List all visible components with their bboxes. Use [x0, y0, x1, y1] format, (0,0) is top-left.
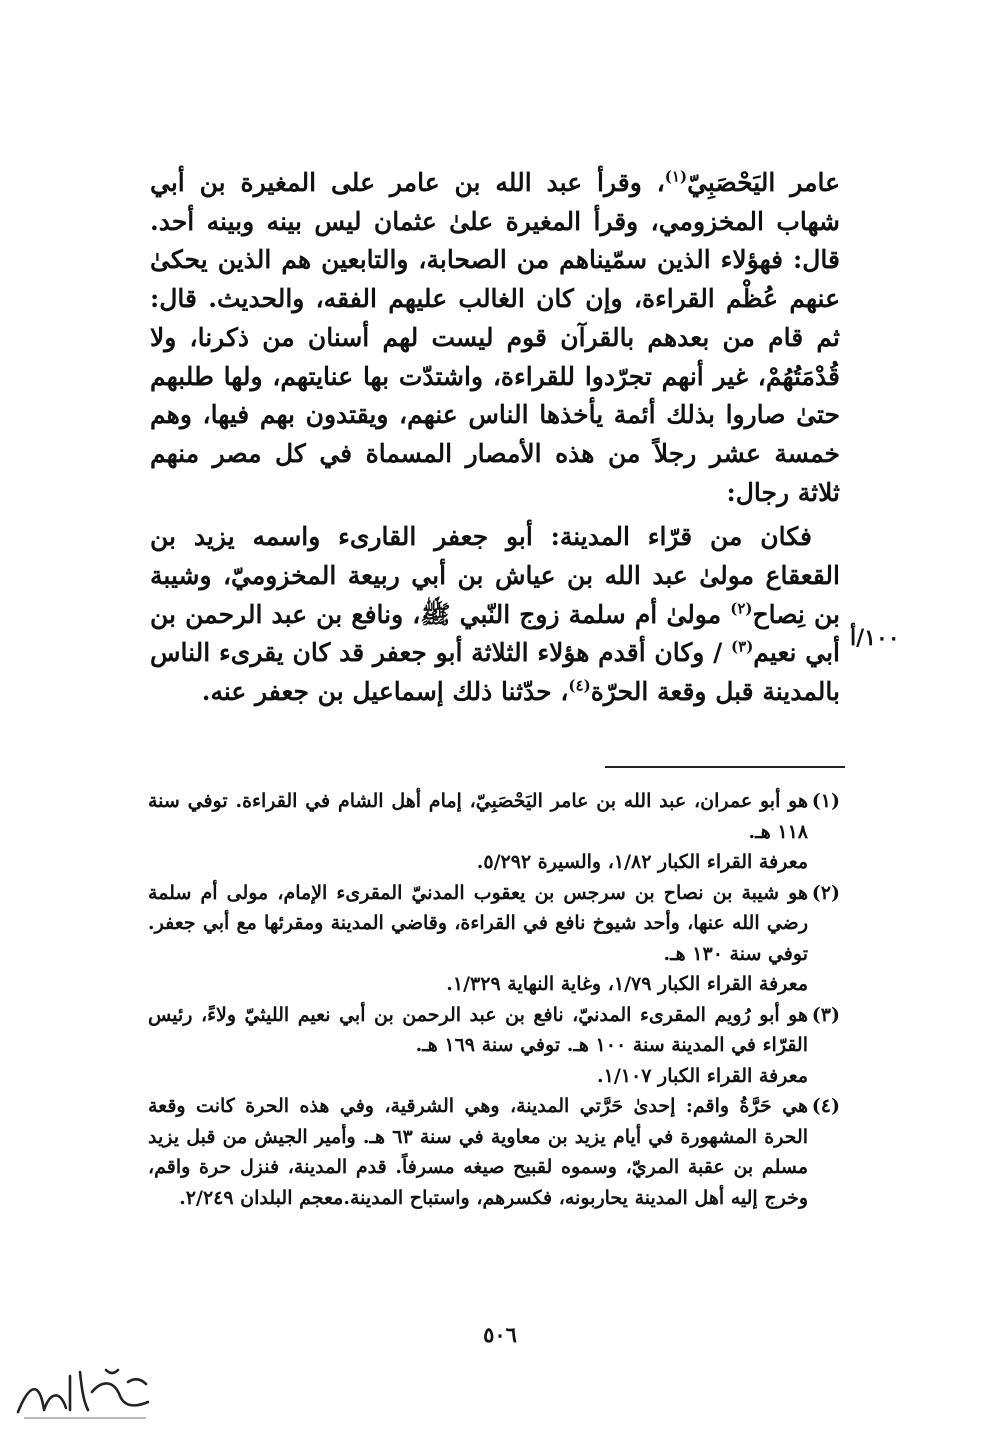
paragraph-text: ، حدّثنا ذلك إسماعيل بن جعفر عنه. [201, 677, 569, 707]
footnote-marker[interactable]: (٣) [731, 638, 754, 657]
main-paragraph [150, 164, 840, 512]
page-number: ٥٠٦ [483, 1322, 517, 1347]
footnote-reference: معرفة القراء الكبار ١/٧٩، وغاية النهاية ١/٣٢٩. [446, 973, 808, 995]
footnote-number: (٤) [811, 1095, 840, 1117]
footnote-number: (٣) [811, 1003, 840, 1026]
paragraph-text: عامر اليَحْصَبِيّ [687, 168, 840, 197]
main-paragraph [150, 518, 840, 712]
footnote-marker[interactable]: (٤) [568, 676, 591, 695]
footnote [148, 1091, 840, 1213]
footnote-marker[interactable]: (٢) [730, 599, 753, 618]
footnote [148, 786, 840, 847]
footnote-text: هو شيبة بن نصاح بن سرجس بن يعقوب المدنيّ المقرىء الإمام، مولى أم سلمة رضي الله عنها، وأحد شيوخ نافع في القراءة، وقاضي المدينة ومقرئها مع أبي جعفر. توفي سنة ١٣٠ هـ. [148, 881, 808, 965]
footnote-reference: معرفة القراء الكبار ١/١٠٧. [597, 1064, 808, 1087]
footnote [148, 1000, 840, 1061]
footnotes-block [148, 786, 840, 1213]
footnote-number: (٢) [811, 881, 840, 904]
footnote-reference: معرفة القراء الكبار ١/٨٢، والسيرة ٥/٢٩٢. [476, 851, 808, 873]
footnote-text: هو أبو عمران، عبد الله بن عامر اليَحْصَبِيّ، إمام أهل الشام في القراءة. توفي سنة ١١٨ هـ. [148, 790, 808, 843]
footnote [148, 878, 840, 970]
paragraph-text: ، وقرأ عبد الله بن عامر على المغيرة بن أبي شهاب المخزومي، وقرأ المغيرة علىٰ عثمان ليس بينه وبينه أحد. قال: فهؤلاء الذين سمّيناهم من الصحابة، والتابعين هم الذين يحكىٰ عنهم عُظْم القراءة، وإن كان الغالب عليهم الفقه، والحديث. قال: ثم قام من بعدهم بالقرآن قوم ليست لهم أسنان من ذكرنا، ولا قُدْمَتُهُمْ، غير أنهم تجرّدوا للقراءة، واشتدّت بها عنايتهم، ولها طلبهم حتىٰ صاروا بذلك أئمة يأخذها الناس عنهم، ويقتدون بهم فيها، وهم خمسة عشر رجلاً من هذه الأمصار المسماة في كل مصر منهم ثلاثة رجال: [150, 168, 840, 507]
calligraphy-stamp-logo [10, 1362, 160, 1424]
paragraph-text: / وكان أقدم هؤلاء الثلاثة أبو جعفر قد كان يقرىء الناس بالمدينة قبل وقعة الحرّة [150, 638, 840, 707]
marginal-folio-number: ١٠٠/أ [850, 625, 900, 651]
footnote-text: هي حَرَّةُ واقم: إحدىٰ حَرَّتي المدينة، وهي الشرقية، وفي هذه الحرة كانت وقعة الحرة المشهورة في أيام يزيد بن معاوية في سنة ٦٣ هـ. وأمير الجيش من قبل يزيد مسلم بن عقبة المريّ، وسموه لقبيح صيغه مسرفاً. قدم المدينة، فنزل حرة واقم، وخرج إليه أهل المدينة يحاربونه، فكسرهم، واستباح المدينة.معجم البلدان ٢/٢٤٩. [148, 1095, 809, 1209]
footnote-separator [605, 766, 845, 768]
footnote-number: (١) [811, 790, 840, 812]
footnote-marker[interactable]: (١) [664, 167, 688, 186]
footnote-text: هو أبو رُويم المقرىء المدنيّ، نافع بن عبد الرحمن بن أبي نعيم الليثيّ ولاءً، رئيس القرّاء في المدينة سنة ١٠٠ هـ. توفي سنة ١٦٩ هـ. [148, 1003, 808, 1056]
main-text-block [150, 164, 840, 712]
paragraph-text: مولىٰ أم سلمة زوج النّبي ﷺ، ونافع بن عبد الرحمن بن أبي نعيم [150, 599, 840, 668]
paragraph-text: فكان من قرّاء المدينة: أبو جعفر القارىء واسمه يزيد بن القعقاع مولىٰ عبد الله بن عياش بن أبي ربيعة المخزوميّ، وشيبة بن نِصاح [150, 522, 840, 629]
